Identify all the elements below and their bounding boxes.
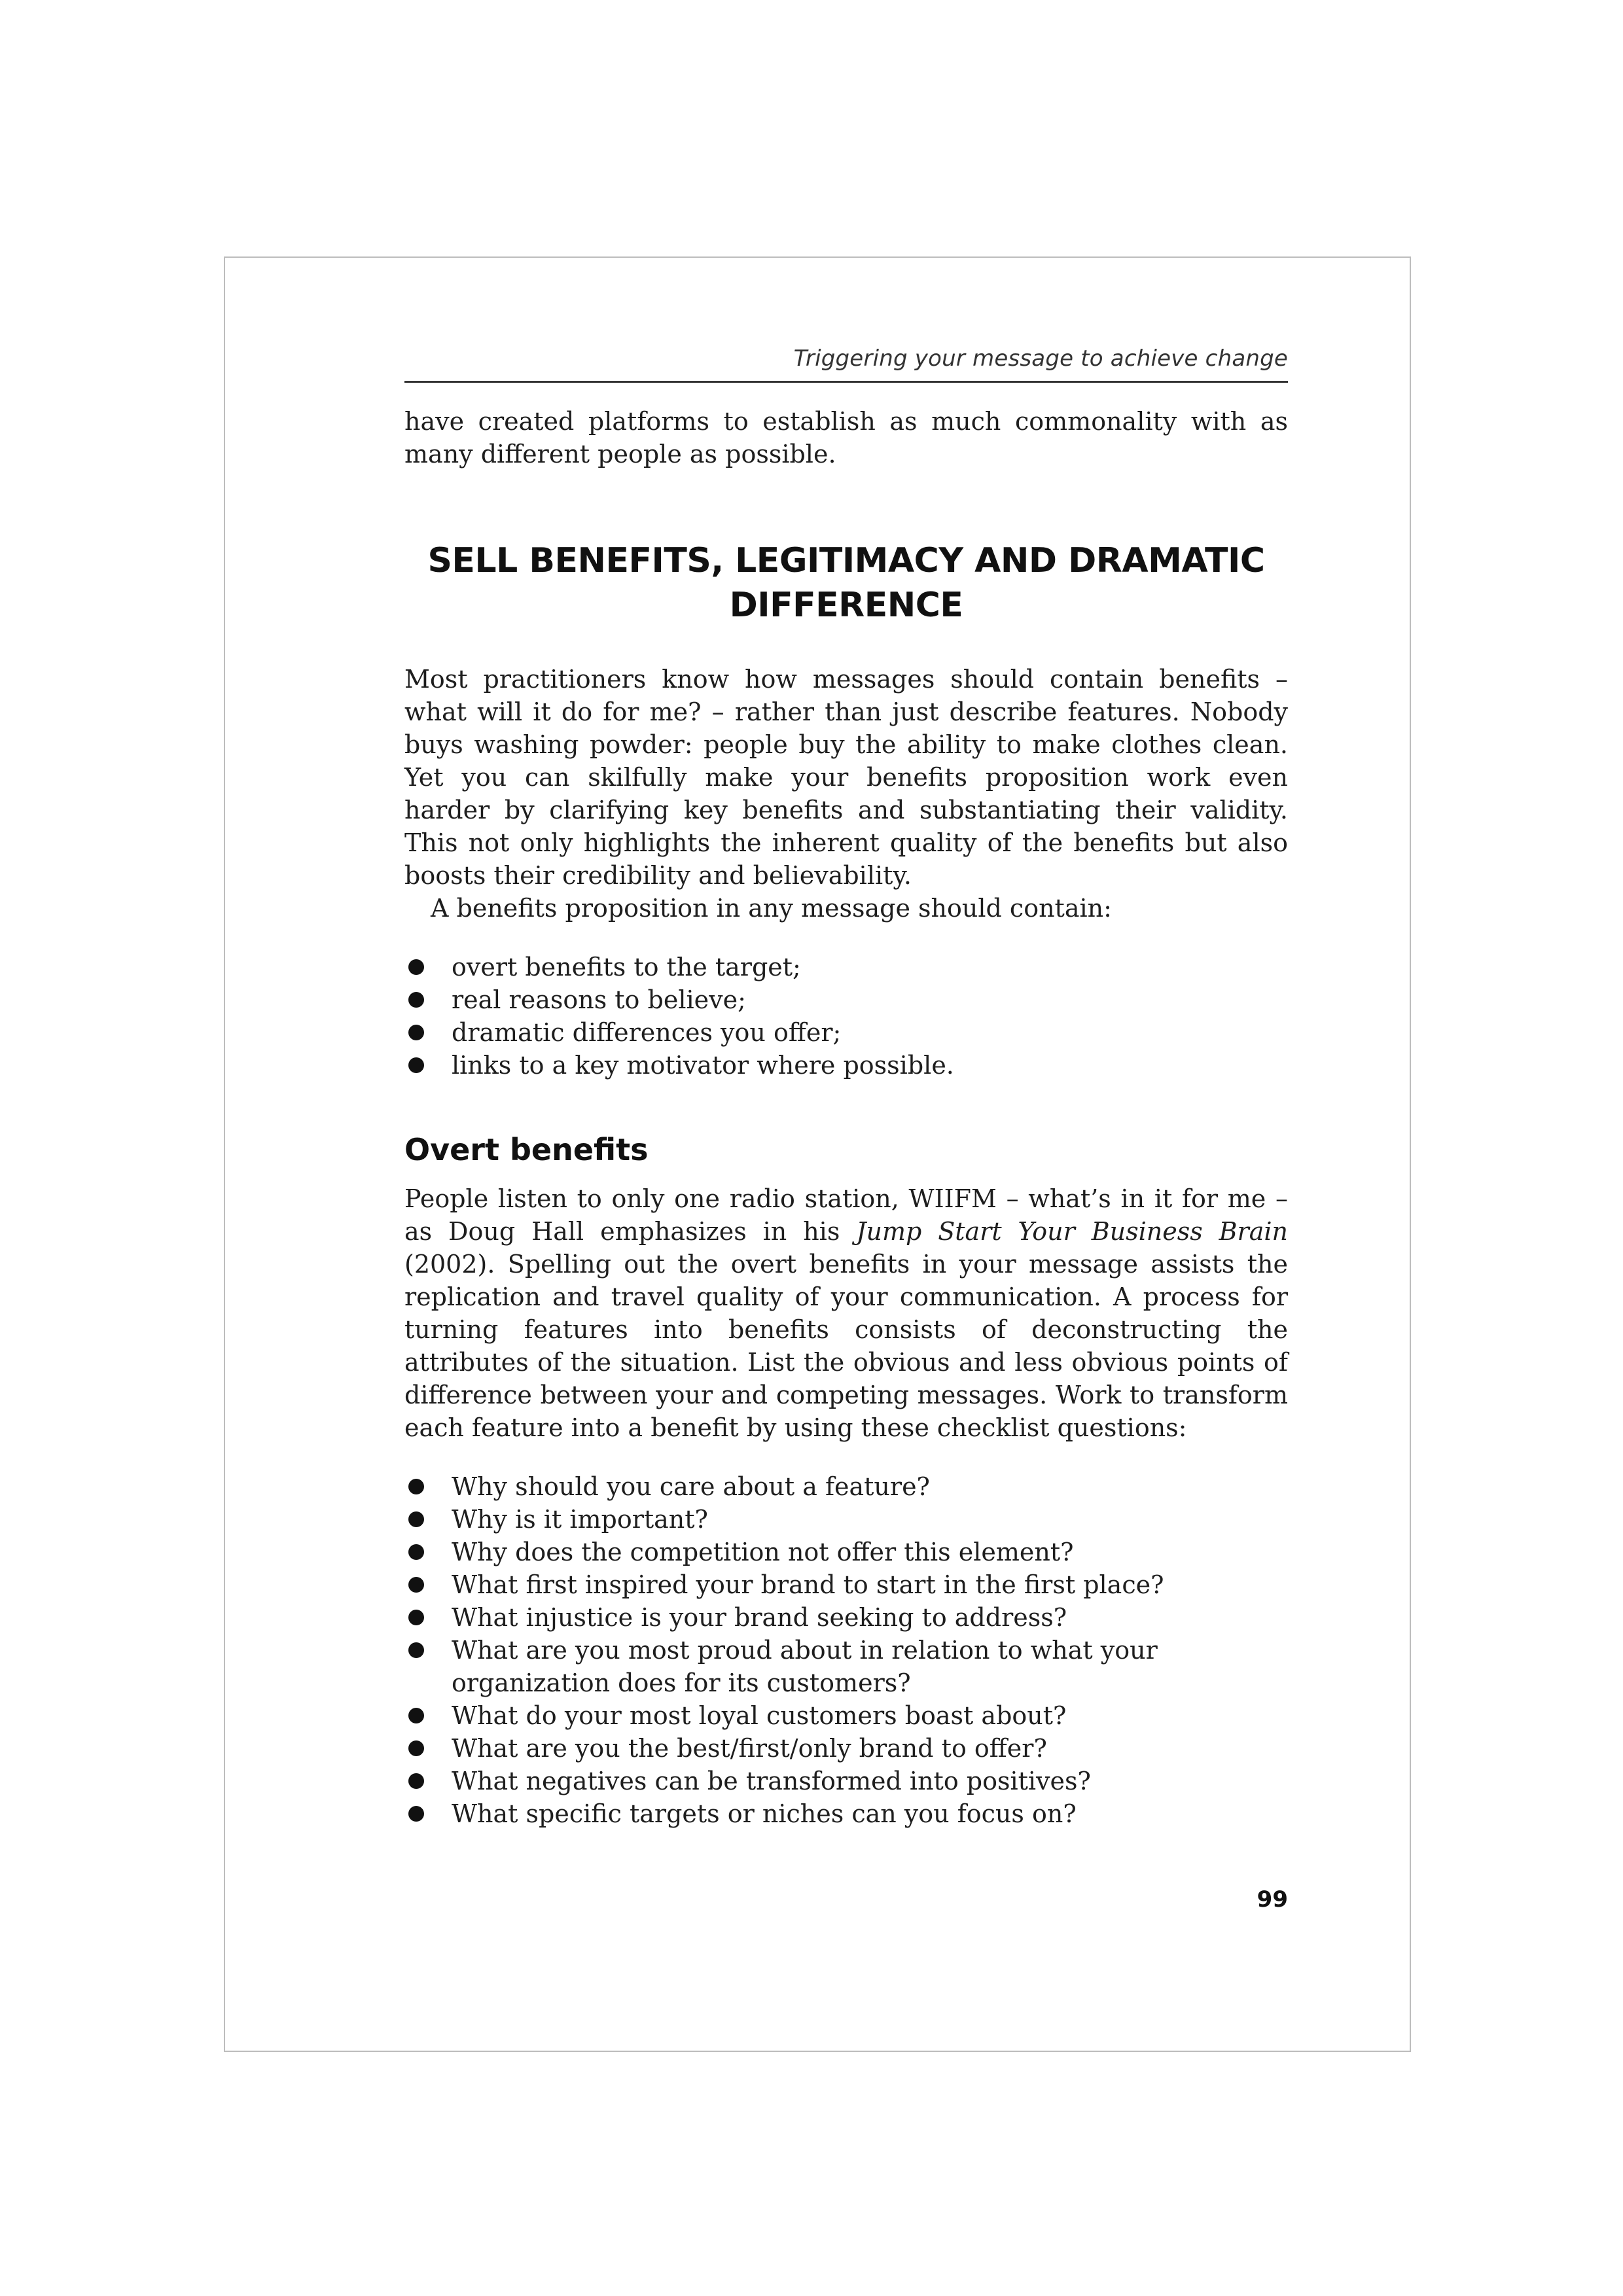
bullet-icon bbox=[408, 1773, 424, 1789]
bullet-icon bbox=[408, 1806, 424, 1822]
bullet-icon bbox=[408, 1610, 424, 1625]
list-item: dramatic differences you offer; bbox=[404, 1016, 1288, 1049]
section-paragraph-2: A benefits proposition in any message should contain: bbox=[431, 894, 1112, 923]
bullet-icon bbox=[408, 1577, 424, 1593]
list-item: What first inspired your brand to start in the first place? bbox=[404, 1568, 1288, 1601]
page-content bbox=[404, 345, 1288, 1913]
bullet-icon bbox=[408, 1479, 424, 1494]
subsection-heading: Overt benefits bbox=[404, 1132, 649, 1167]
bullet-icon bbox=[408, 1057, 424, 1073]
section-heading bbox=[404, 539, 1288, 627]
list-item: Why does the competition not offer this element? bbox=[404, 1536, 1288, 1568]
list-item: What do your most loyal customers boast about? bbox=[404, 1699, 1288, 1732]
intro-paragraph: have created platforms to establish as much commonality with as many different people as possible. bbox=[404, 407, 1288, 468]
list-item: What are you most proud about in relation to what your organization does for its customers? bbox=[404, 1634, 1288, 1699]
list-item: overt benefits to the target; bbox=[404, 951, 1288, 983]
list-item: What are you the best/first/only brand to offer? bbox=[404, 1732, 1288, 1765]
list-item: links to a key motivator where possible. bbox=[404, 1049, 1288, 1082]
section-heading-line2: DIFFERENCE bbox=[729, 586, 963, 625]
bullet-icon bbox=[408, 959, 424, 975]
bullet-icon bbox=[408, 1544, 424, 1560]
running-head: Triggering your message to achieve change bbox=[404, 345, 1288, 383]
list-item: What specific targets or niches can you focus on? bbox=[404, 1797, 1288, 1830]
bullet-icon bbox=[408, 1642, 424, 1658]
book-title: Jump Start Your Business Brain bbox=[856, 1217, 1288, 1246]
list-item: real reasons to believe; bbox=[404, 983, 1288, 1016]
section-paragraph-1: Most practitioners know how messages should contain benefits – what will it do for me? – rather than just describe features. Nobody buys washing powder: people buy the ability to make clothes clean. Yet you can skilfully make your benefits proposition work even harder by clarifying key benefits and substantiating their validity. This not only highlights the inherent quality of the benefits but also boosts their credibility and believability. bbox=[404, 665, 1288, 890]
bullet-icon bbox=[408, 1708, 424, 1723]
bullet-icon bbox=[408, 1740, 424, 1756]
bullet-icon bbox=[408, 1511, 424, 1527]
bullet-icon bbox=[408, 992, 424, 1008]
list-item: What negatives can be transformed into positives? bbox=[404, 1765, 1288, 1797]
benefits-list bbox=[404, 951, 1288, 1082]
subsection-paragraph: People listen to only one radio station, WIIFM – what’s in it for me – as Doug Hall emphasizes in his Jump Start Your Business Brain (2002). Spelling out the overt benefits in your message assists the replication and travel quality of your communication. A process for turning features into benefits consists of deconstructing the attributes of the situation. List the obvious and less obvious points of difference between your and competing messages. Work to transform each feature into a benefit by using these checklist questions: bbox=[404, 1184, 1288, 1442]
list-item: Why is it important? bbox=[404, 1503, 1288, 1536]
section-heading-line1: SELL BENEFITS, LEGITIMACY AND DRAMATIC bbox=[427, 541, 1265, 580]
bullet-icon bbox=[408, 1025, 424, 1040]
page-number: 99 bbox=[1257, 1886, 1288, 1913]
list-item: Why should you care about a feature? bbox=[404, 1470, 1288, 1503]
list-item: What injustice is your brand seeking to address? bbox=[404, 1601, 1288, 1634]
checklist-questions bbox=[404, 1470, 1288, 1830]
